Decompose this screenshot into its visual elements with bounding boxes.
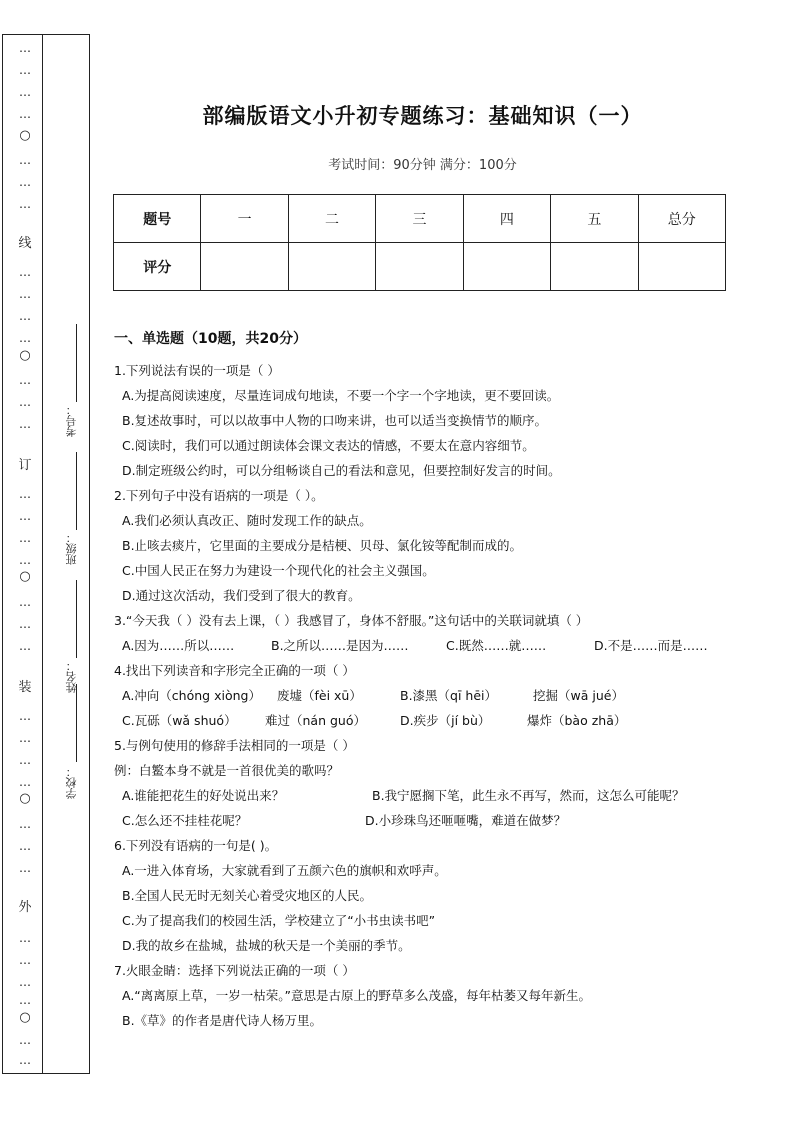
- binding-dots: …: [19, 265, 31, 279]
- question-stem: 2.下列句子中没有语病的一项是（ ）。: [114, 488, 324, 503]
- binding-circle: ○: [19, 348, 31, 363]
- binding-margin: [2, 34, 90, 1074]
- question-option: C.怎么还不挂桂花呢？: [122, 813, 248, 828]
- binding-circle: ○: [19, 128, 31, 143]
- binding-dots: …: [19, 775, 31, 789]
- binding-dots: …: [19, 417, 31, 431]
- question-option: B.止咳去痰片，它里面的主要成分是桔梗、贝母、氯化铵等配制而成的。: [122, 538, 523, 553]
- question-option: C.中国人民正在努力为建设一个现代化的社会主义强国。: [122, 563, 435, 578]
- binding-dots: …: [19, 107, 31, 121]
- question-option: C.既然……就……: [446, 638, 547, 653]
- binding-dots: …: [19, 487, 31, 501]
- binding-dots: …: [19, 553, 31, 567]
- binding-dots: …: [19, 373, 31, 387]
- exam-info: 考试时间：90分钟 满分：100分: [328, 158, 517, 173]
- school-underline: [76, 684, 77, 762]
- question-option: 挖掘（wā jué）: [533, 688, 624, 703]
- question-option: 废墟（fèi xū）: [277, 688, 362, 703]
- binding-dots: …: [19, 41, 31, 55]
- name-label: 姓名：: [65, 660, 78, 693]
- name-underline: [76, 580, 77, 658]
- question-option: A.冲向（chóng xiòng）: [122, 688, 261, 703]
- binding-dots: …: [19, 395, 31, 409]
- question-option: A.谁能把花生的好处说出来？: [122, 788, 285, 803]
- question-stem: 7.火眼金睛：选择下列说法正确的一项（ ）: [114, 963, 355, 978]
- binding-dots: …: [19, 731, 31, 745]
- binding-dots: …: [19, 639, 31, 653]
- binding-dots: …: [19, 63, 31, 77]
- binding-divider: [42, 34, 43, 1074]
- question-option: B.复述故事时，可以以故事中人物的口吻来讲，也可以适当变换情节的顺序。: [122, 413, 548, 428]
- binding-dots: …: [19, 287, 31, 301]
- binding-dots: …: [19, 753, 31, 767]
- binding-dots: …: [19, 1033, 31, 1047]
- binding-dots: …: [19, 617, 31, 631]
- binding-dots: …: [19, 153, 31, 167]
- exam-number-field[interactable]: [60, 324, 90, 444]
- binding-dots: …: [19, 175, 31, 189]
- score-table-score-row: [114, 243, 726, 291]
- binding-dots: …: [19, 817, 31, 831]
- binding-dots: …: [19, 839, 31, 853]
- class-field[interactable]: [60, 452, 90, 572]
- question-option: D.我的故乡在盐城，盐城的秋天是一个美丽的季节。: [122, 938, 411, 953]
- binding-dots: …: [19, 331, 31, 345]
- question-option: D.小珍珠鸟还咂咂嘴，难道在做梦？: [365, 813, 567, 828]
- question-stem: 6.下列没有语病的一句是( )。: [114, 838, 278, 853]
- binding-dots: …: [19, 993, 31, 1007]
- score-cell[interactable]: [463, 243, 550, 291]
- score-row-label: 评分: [114, 243, 201, 291]
- question-stem: 5.与例句使用的修辞手法相同的一项是（ ）: [114, 738, 355, 753]
- exam-number-underline: [76, 324, 77, 402]
- question-option: C.为了提高我们的校园生活，学校建立了“小书虫读书吧”: [122, 913, 436, 928]
- question-example: 例：白鳘本身不就是一首很优美的歌吗？: [114, 763, 340, 778]
- binding-circle: ○: [19, 569, 31, 584]
- question-option: D.制定班级公约时，可以分组畅谈自己的看法和意见，但要控制好发言的时间。: [122, 463, 561, 478]
- question-option: C.瓦砾（wǎ shuó）: [122, 713, 237, 728]
- question-option: B.《草》的作者是唐代诗人杨万里。: [122, 1013, 323, 1028]
- class-label: 班级：: [65, 532, 78, 565]
- binding-dots: …: [19, 709, 31, 723]
- score-cell[interactable]: [288, 243, 375, 291]
- school-label: 学校：: [65, 766, 78, 799]
- question-option: 爆炸（bào zhā）: [527, 713, 627, 728]
- binding-dots: …: [19, 197, 31, 211]
- exam-number-label: 考号：: [65, 404, 78, 437]
- question-option: A.一进入体育场，大家就看到了五颜六色的旗帜和欢呼声。: [122, 863, 447, 878]
- score-header-cell: 四: [463, 195, 550, 243]
- binding-dots: …: [19, 931, 31, 945]
- question-option: B.之所以……是因为……: [271, 638, 409, 653]
- section-heading: 一、单选题（10题，共20分）: [114, 331, 307, 347]
- binding-dots: …: [19, 531, 31, 545]
- score-header-cell: 总分: [638, 195, 725, 243]
- question-option: C.阅读时，我们可以通过朗读体会课文表达的情感，不要太在意内容细节。: [122, 438, 535, 453]
- question-option: A.因为……所以……: [122, 638, 235, 653]
- binding-char-wai: 外: [16, 896, 34, 915]
- question-option: B.全国人民无时无刻关心着受灾地区的人民。: [122, 888, 373, 903]
- score-header-cell: 五: [551, 195, 638, 243]
- score-header-cell: 一: [201, 195, 288, 243]
- class-underline: [76, 452, 77, 530]
- school-field[interactable]: [60, 684, 90, 814]
- question-option: A.为提高阅读速度，尽量连词成句地读，不要一个字一个字地读，更不要回读。: [122, 388, 560, 403]
- binding-dots: …: [19, 953, 31, 967]
- binding-circle: ○: [19, 1010, 31, 1025]
- question-option: A.“离离原上草，一岁一枯荣。”意思是古原上的野草多么茂盛，每年枯萎又每年新生。: [122, 988, 592, 1003]
- score-cell[interactable]: [201, 243, 288, 291]
- question-stem: 1.下列说法有误的一项是（ ）: [114, 363, 280, 378]
- binding-char-xian: 线: [16, 232, 34, 251]
- binding-dots: …: [19, 1053, 31, 1067]
- question-stem: 4.找出下列读音和字形完全正确的一项（ ）: [114, 663, 355, 678]
- binding-circle: ○: [19, 791, 31, 806]
- question-option: B.漆黑（qī hēi）: [400, 688, 498, 703]
- score-header-cell: 二: [288, 195, 375, 243]
- score-table: [113, 194, 726, 291]
- question-option: B.我宁愿搁下笔，此生永不再写，然而，这怎么可能呢？: [372, 788, 685, 803]
- question-option: D.疾步（jí bù）: [400, 713, 491, 728]
- question-stem: 3.“今天我（ ）没有去上课，（ ）我感冒了，身体不舒服。”这句话中的关联词就填（ ）: [114, 613, 589, 628]
- page-title: 部编版语文小升初专题练习：基础知识（一）: [202, 103, 643, 128]
- binding-dots: …: [19, 85, 31, 99]
- question-option: D.通过这次活动，我们受到了很大的教育。: [122, 588, 361, 603]
- binding-char-ding: 订: [16, 454, 34, 473]
- binding-dots: …: [19, 861, 31, 875]
- binding-dots: …: [19, 595, 31, 609]
- score-cell[interactable]: [638, 243, 725, 291]
- score-table-header-row: [114, 195, 726, 243]
- score-header-cell: 题号: [114, 195, 201, 243]
- binding-char-zhuang: 装: [16, 676, 34, 695]
- question-option: D.不是……而是……: [594, 638, 708, 653]
- name-field[interactable]: [60, 580, 90, 700]
- binding-dots: …: [19, 309, 31, 323]
- binding-dots: …: [19, 509, 31, 523]
- question-option: 难过（nán guó）: [265, 713, 366, 728]
- score-cell[interactable]: [376, 243, 463, 291]
- question-option: A.我们必须认真改正、随时发现工作的缺点。: [122, 513, 372, 528]
- binding-dots: …: [19, 975, 31, 989]
- score-header-cell: 三: [376, 195, 463, 243]
- score-cell[interactable]: [551, 243, 638, 291]
